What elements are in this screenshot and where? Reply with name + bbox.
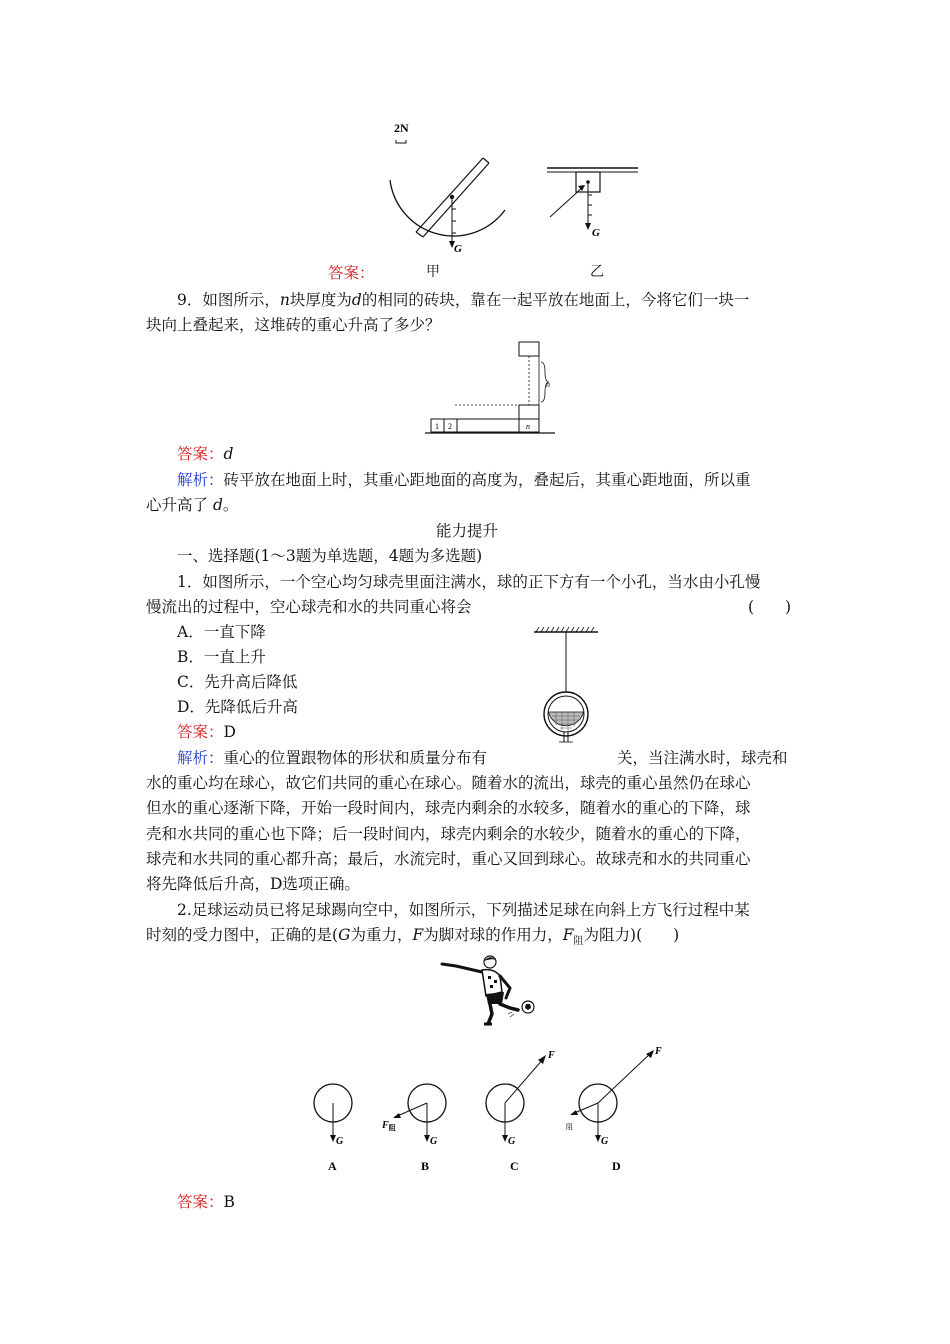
option-d-diagram bbox=[566, 1046, 662, 1173]
q2-stem-line2: 时刻的受力图中，正确的是(G为重力，F为脚对球的作用力，$F_阻$为阻力)( ) bbox=[146, 926, 680, 948]
option-b-fzu-label: $F_阻$ bbox=[382, 1120, 396, 1132]
q2-player-figure bbox=[438, 952, 538, 1030]
option-b-g-label: G bbox=[430, 1136, 438, 1147]
option-d-g-label: G bbox=[601, 1136, 609, 1147]
section-subtitle: 一、选择题(1～3题为单选题，4题为多选题) bbox=[177, 547, 483, 565]
player-torso bbox=[482, 970, 502, 996]
option-d-label: D bbox=[612, 1159, 621, 1173]
option-c-f-label: F bbox=[548, 1050, 555, 1061]
bowl-arc bbox=[390, 180, 505, 236]
q1-stem-line2: 慢流出的过程中，空心球壳和水的共同重心将会 bbox=[146, 598, 472, 616]
q1-stem-line1: 1．如图所示，一个空心均匀球壳里面注满水，球的正下方有一个小孔，当水由小孔慢 bbox=[177, 573, 761, 591]
q1-analysis-line3: 但水的重心逐渐下降，开始一段时间内，球壳内剩余的水较多，随着水的重心的下降，球 bbox=[146, 799, 751, 817]
option-d-f-label: F bbox=[655, 1046, 662, 1057]
q1-option-b: B．一直上升 bbox=[177, 648, 266, 666]
q1-analysis-line2: 水的重心均在球心，故它们共同的重心在球心。随着水的流出，球壳的重心虽然仍在球心 bbox=[146, 774, 751, 792]
g-label-jia: G bbox=[454, 243, 462, 255]
scale-label: 2N bbox=[394, 121, 409, 135]
brick-stack-bottom bbox=[519, 405, 539, 419]
q1-analysis-line1b: 关，当注满水时，球壳和 bbox=[617, 749, 788, 767]
caption-jia: 甲 bbox=[426, 264, 440, 280]
option-a-g-label: G bbox=[336, 1136, 344, 1147]
brick-label-n: n bbox=[526, 422, 530, 431]
q1-sphere-figure bbox=[526, 626, 608, 748]
brick-label-1: 1 bbox=[435, 422, 439, 431]
option-b-diagram bbox=[381, 1084, 446, 1173]
option-c-g-label: G bbox=[508, 1136, 516, 1147]
q1-option-c: C．先升高后降低 bbox=[177, 673, 298, 691]
q2-answer: 答案：B bbox=[177, 1193, 235, 1211]
brick-label-2: 2 bbox=[448, 422, 452, 431]
q1-analysis-line6: 将先降低后升高，D选项正确。 bbox=[146, 875, 360, 893]
option-d-zu-label: 阻 bbox=[566, 1123, 573, 1131]
push-arrow bbox=[550, 186, 584, 217]
caption-yi: 乙 bbox=[590, 264, 604, 280]
q1-option-a: A．一直下降 bbox=[177, 623, 266, 641]
option-a-diagram bbox=[314, 1084, 352, 1173]
q1-analysis-line1a: 解析：重心的位置跟物体的形状和质量分布有 bbox=[177, 749, 488, 767]
q2-options-figure bbox=[300, 1040, 690, 1180]
water-fill bbox=[549, 712, 584, 726]
option-c-diagram bbox=[486, 1050, 555, 1173]
q9-bricks-figure bbox=[425, 338, 555, 438]
q9-stem-line2: 块向上叠起来，这堆砖的重心升高了多少？ bbox=[146, 316, 441, 334]
q1-answer: 答案：D bbox=[177, 723, 236, 741]
player-shorts bbox=[486, 992, 504, 1004]
gravity-arrowhead-yi bbox=[585, 223, 591, 230]
player-leg-right bbox=[500, 1004, 518, 1010]
q1-analysis-line4: 壳和水共同的重心也下降；后一段时间内，球壳内剩余的水较少，随着水的重心的下降， bbox=[146, 825, 751, 843]
brick-top bbox=[519, 342, 539, 356]
brace-n-label: n bbox=[546, 380, 550, 389]
q9-analysis-line2: 心升高了 d。 bbox=[146, 496, 239, 514]
q1-analysis-line5: 球壳和水共同的重心都升高；最后，水流完时，重心又回到球心。故球壳和水的共同重心 bbox=[146, 850, 751, 868]
q9-stem-line1: 9．如图所示，n块厚度为d的相同的砖块，靠在一起平放在地面上，今将它们一块一 bbox=[177, 291, 750, 309]
player-arm-left bbox=[442, 964, 482, 972]
option-b-label: B bbox=[421, 1159, 430, 1173]
q9-answer: 答案：d bbox=[177, 445, 234, 463]
q1-option-d: D．先降低后升高 bbox=[177, 698, 298, 716]
q1-answer-paren: ( ) bbox=[748, 598, 792, 616]
player-leg-left bbox=[488, 1004, 492, 1024]
q2-stem-line1: 2.足球运动员已将足球踢向空中，如图所示，下列描述足球在向斜上方飞行过程中某 bbox=[177, 901, 750, 919]
q8-force-figure bbox=[370, 120, 640, 280]
q9-analysis-line1: 解析：砖平放在地面上时，其重心距地面的高度为，叠起后，其重心距地面，所以重 bbox=[177, 471, 751, 489]
option-c-label: C bbox=[510, 1159, 519, 1173]
scale-bar bbox=[396, 140, 406, 143]
option-a-label: A bbox=[328, 1159, 337, 1173]
q8-answer-label: 答案： bbox=[328, 264, 375, 282]
section-title: 能力提升 bbox=[436, 522, 499, 540]
g-label-yi: G bbox=[592, 227, 600, 239]
